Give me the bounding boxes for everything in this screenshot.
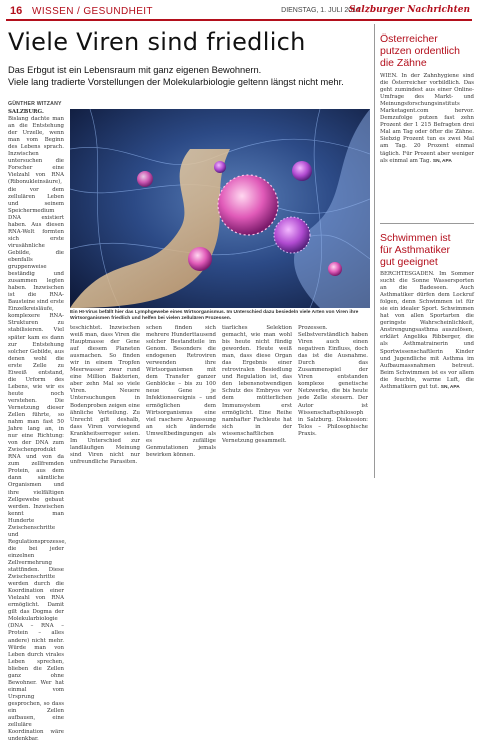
sidebar-headline-2-line-2: für Asthmatiker	[380, 244, 451, 256]
article-deck	[8, 64, 360, 88]
issue-date: DIENSTAG, 1. JULI 2014	[281, 7, 360, 14]
column-divider	[374, 24, 375, 478]
deck-line-1: Das Erbgut ist ein Lebensraum mit ganz eigenen Bewohnern.	[8, 65, 262, 75]
sidebar-headline-2-line-1: Schwimmen ist	[380, 232, 451, 244]
sidebar-headline-2	[380, 232, 451, 268]
newspaper-masthead: Salzburger Nachrichten	[348, 5, 470, 15]
deck-line-2: Viele lang tradierte Vorstellungen der Molekularbiologie geltenn längst nicht mehr.	[8, 77, 344, 87]
page-header-bar	[6, 5, 472, 21]
column-3-text: schen finden sich mehrere Hunderttausend solcher Bestandteile im Genom. Besonders die endogenen Retroviren verwenden ihre Wirtsorganismen mit dem Transfer ganzer Genblöcke – bis zu 100 neue Gene je Infektionsereignis – und ermöglichen dem Wirtsorganismus eine viel raschere Anpassung an sich ändernde Umweltbedingungen als es zufällige Genmutationen jemals bewirken können.	[146, 325, 216, 458]
column-4-text: tiarliches Selektion gemacht, wie man wohl bis heute nicht fündig geworden. Heute weiß man, dass diese Organ das Ergebnis einer retroviralen Besiedlung und Regulation ist, das den lebensnotwendigen Schutz des Embryos vor dem mütterlichen Immunsystem erst ermöglicht. Eine Reihe namhafter Fachleute hat sich in der wissenschaftlichen Vernetzung gesammelt.	[222, 325, 292, 444]
sidebar-headline-2-line-3: gut geeignet	[380, 256, 438, 268]
article-column-3	[146, 325, 216, 477]
article-column-4	[222, 325, 292, 477]
sidebar-story-1-text: WIEN. In der Zahnhygiene sind die Österreicher vorbildlich. Das geht zumindest aus einer Online-Umfrage des Markt- und Meinungsforschungsinstituts Marketagent.com hervor. Demzufolge putzen fast zehn Prozent der 1 215 Befragten drei Mal am Tag oder öfter die Zähne. Siebzig Prozent tun es zwei Mal am Tag. 20 Prozent einmal täglich. Für Prozent aber weniger als einmal am Tag.	[380, 73, 474, 164]
sidebar-story-1-tag: SN, APA	[432, 158, 452, 164]
column-1-text: Bislang dachte man an die Entstehung der Urzelle, wenn man vom Beginn des Lebens sprach. Inzwischen untersuchen die Forscher eine Vielzahl von RNA (Ribonukleinsäure), die vor dem zellulären Leben und seinem Speichermedium DNA existiert haben. Aus diesen RNA-Welt formten sich erste virusähnliche Gebilde, die ebenfalls gruppenweise beständig und zusammen legten haben. Inzwischen ist die RNA-Bausteine sind erste Einzelkreisläufe, komplexere RNA-Strukturen zu stabilisieren. Viel später kam es dann zur Entstehung solcher Gebilde, aus denen wohl die erste Zelle zu Eiweiß entstand, die Urform des Lebens, wie wir es heute noch verstehen. Die Vernetzung dieser Zellen führte, so nahm man fast 50 Jahre lang an, in nur eine Richtung: von der DNA zum Zwischenprodukt RNA und von da zum zellfremden Protein, aus dem dann sämtliche Organismen und ihre vielfältigen Zellgewebe gebaut werden. Inzwischen kennt man Hunderte Zwischenschritte und Regulationsprozesse, die bei jeder einzelnen Zellvermehrung stattfinden. Diese Zwischenschritte werden durch die Koordination einer Vielzahl von RNA ermöglicht. Damit gilt das Dogma der Molekularbiologie (DNA – RNA – Protein – alles andere) nicht mehr. Würde man von Leben durch virales Leben sprechen, blieben die Zellen ganz ohne Bewohner. Wer hat einmal vom Ursprung gesprochen, so dass ein Zellen aufbauen, eine zelluläre Koordination wäre undenkbar.	[8, 116, 67, 743]
article-column-2	[70, 325, 140, 477]
column-2-text: teschichtet. Inzwischen weiß man, dass Viren die Hauptmasse der Gene auf diesem Planeten ausmachen. So finden wir in einem Tropfen Meerwasser zwar rund eine Million Bakterien, aber zehn Mal so viele Viren. Neuere Untersuchungen in Bodenproben zeigen eine ähnliche Verteilung. Zu Unrecht gilt deshalb, dass Viren vorwiegend Krankheitserreger seien. Im Unterschied zur landläufigen Meinung sind Viren nicht nur unfreundliche Parasiten.	[70, 325, 140, 465]
photo-caption: Ein HI-Virus befällt hier das Lymphgewebe eines Wirtsorganismus. Im Unterschied dazu besiedeln viele Arten von Viren ihre Wirtsorganismen friedlich und helfen bei vielen zellulären Prozessen.	[70, 310, 359, 322]
article-column-1	[8, 109, 67, 743]
sidebar-story-2	[380, 271, 474, 469]
sidebar-headline-1-line-2: putzen ordentlich	[380, 45, 460, 57]
column-5-text: Prozessen. Selbstverständlich haben Viren auch einen negativen Einfluss, doch das ist die Ausnahme. Durch das Zusammenspiel der Viren entstanden komplexe genetische Netzwerke, die bis heute jede Zelle steuern. Der Autor ist Wissenschaftsphilosoph in Salzburg. Diskussion: Telos – Philosophische Praxis.	[298, 325, 368, 437]
sidebar-story-2-text: BERCHTESGADEN. Im Sommer sucht die Sonne Wassersporten an die Badeseen. Auch Asthmatiker dürfen dem Lockruf folgen, denn Schwimmen ist für sie ein idealer Sport. Schwimmen hat von allen Sportarten die geringste Wahrscheinlichkeit, Anstrengungsasthma auszulösen, erklärt Angelika Ribberger, die als Asthmatrainerin und Sportwissenschaftlerin Kinder und Jugendliche mit Asthma im Aufbaumassnahmen betreut. Beim Schwimmen ist es vor allem die feuchte, warme Luft, die Asthmatikern gut tut.	[380, 271, 474, 390]
section-title: WISSEN / GESUNDHEIT	[32, 6, 153, 17]
sidebar-headline-1-line-3: die Zähne	[380, 57, 427, 69]
article-headline: Viele Viren sind friedlich	[8, 28, 306, 56]
virus-illustration	[70, 109, 370, 308]
sidebar-story-1	[380, 73, 474, 217]
sidebar-headline-1-line-1: Österreicher	[380, 33, 438, 45]
sidebar-headline-1	[380, 33, 460, 69]
virus-photo	[70, 109, 370, 308]
page-number: 16	[10, 5, 23, 17]
sidebar-story-2-tag: SN, APA	[440, 384, 460, 390]
article-column-5	[298, 325, 368, 477]
sidebar-divider	[380, 223, 474, 224]
dateline: SALZBURG.	[8, 109, 44, 115]
author-byline: GÜNTHER WITZANY	[8, 101, 62, 107]
